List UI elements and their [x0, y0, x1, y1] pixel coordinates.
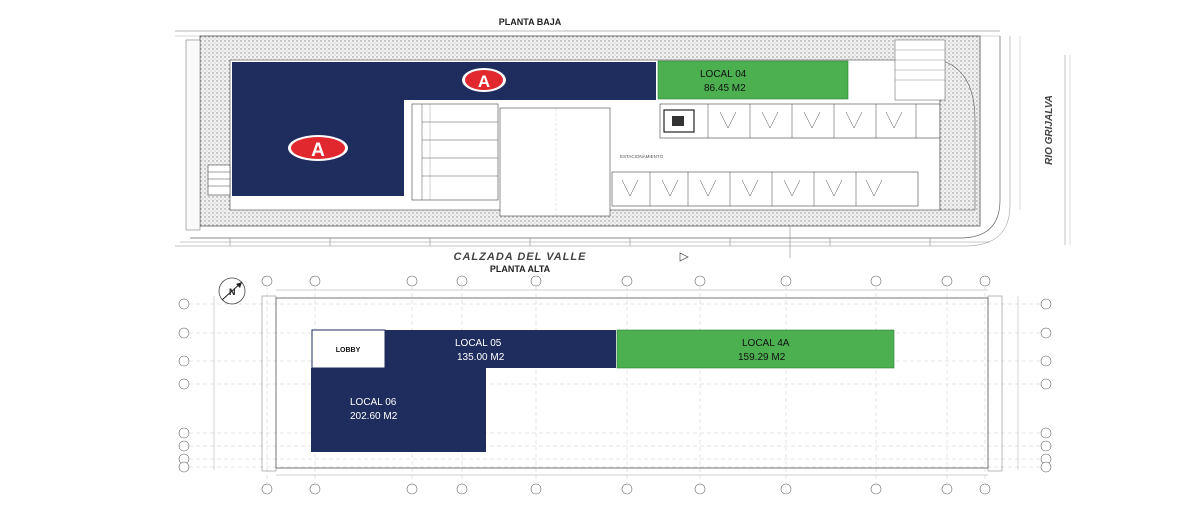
local-04-area [658, 61, 848, 99]
ground-floor-title: PLANTA BAJA [498, 17, 562, 27]
street-right-label: RIO GRIJALVA [1044, 95, 1055, 165]
svg-text:A: A [477, 72, 491, 91]
local-4a-area-value: 159.29 M2 [738, 352, 786, 363]
parking-label: ESTACIONAMIENTO [620, 154, 664, 159]
svg-text:N: N [229, 287, 236, 297]
upper-floor-title: PLANTA ALTA [489, 264, 551, 274]
local-05-area-value: 135.00 M2 [457, 352, 505, 363]
street-arrow-icon [680, 253, 688, 261]
brand-logo-icon [462, 68, 506, 92]
local-05-name: LOCAL 05 [455, 338, 502, 349]
local-04-area-value: 86.45 M2 [704, 83, 746, 94]
local-04-name: LOCAL 04 [700, 69, 747, 80]
upper-floor-plan [179, 276, 1051, 494]
local-06-name: LOCAL 06 [350, 397, 397, 408]
local-06-area-value: 202.60 M2 [350, 411, 398, 422]
local-4a-name: LOCAL 4A [742, 338, 790, 349]
ground-floor-plan [175, 31, 1070, 258]
svg-text:A: A [311, 140, 325, 161]
north-arrow-icon [219, 278, 245, 304]
local-06-area [311, 368, 486, 452]
street-bottom-label: CALZADA DEL VALLE [453, 251, 587, 263]
lobby-label: LOBBY [335, 347, 361, 354]
brand-logo-icon [288, 135, 348, 161]
